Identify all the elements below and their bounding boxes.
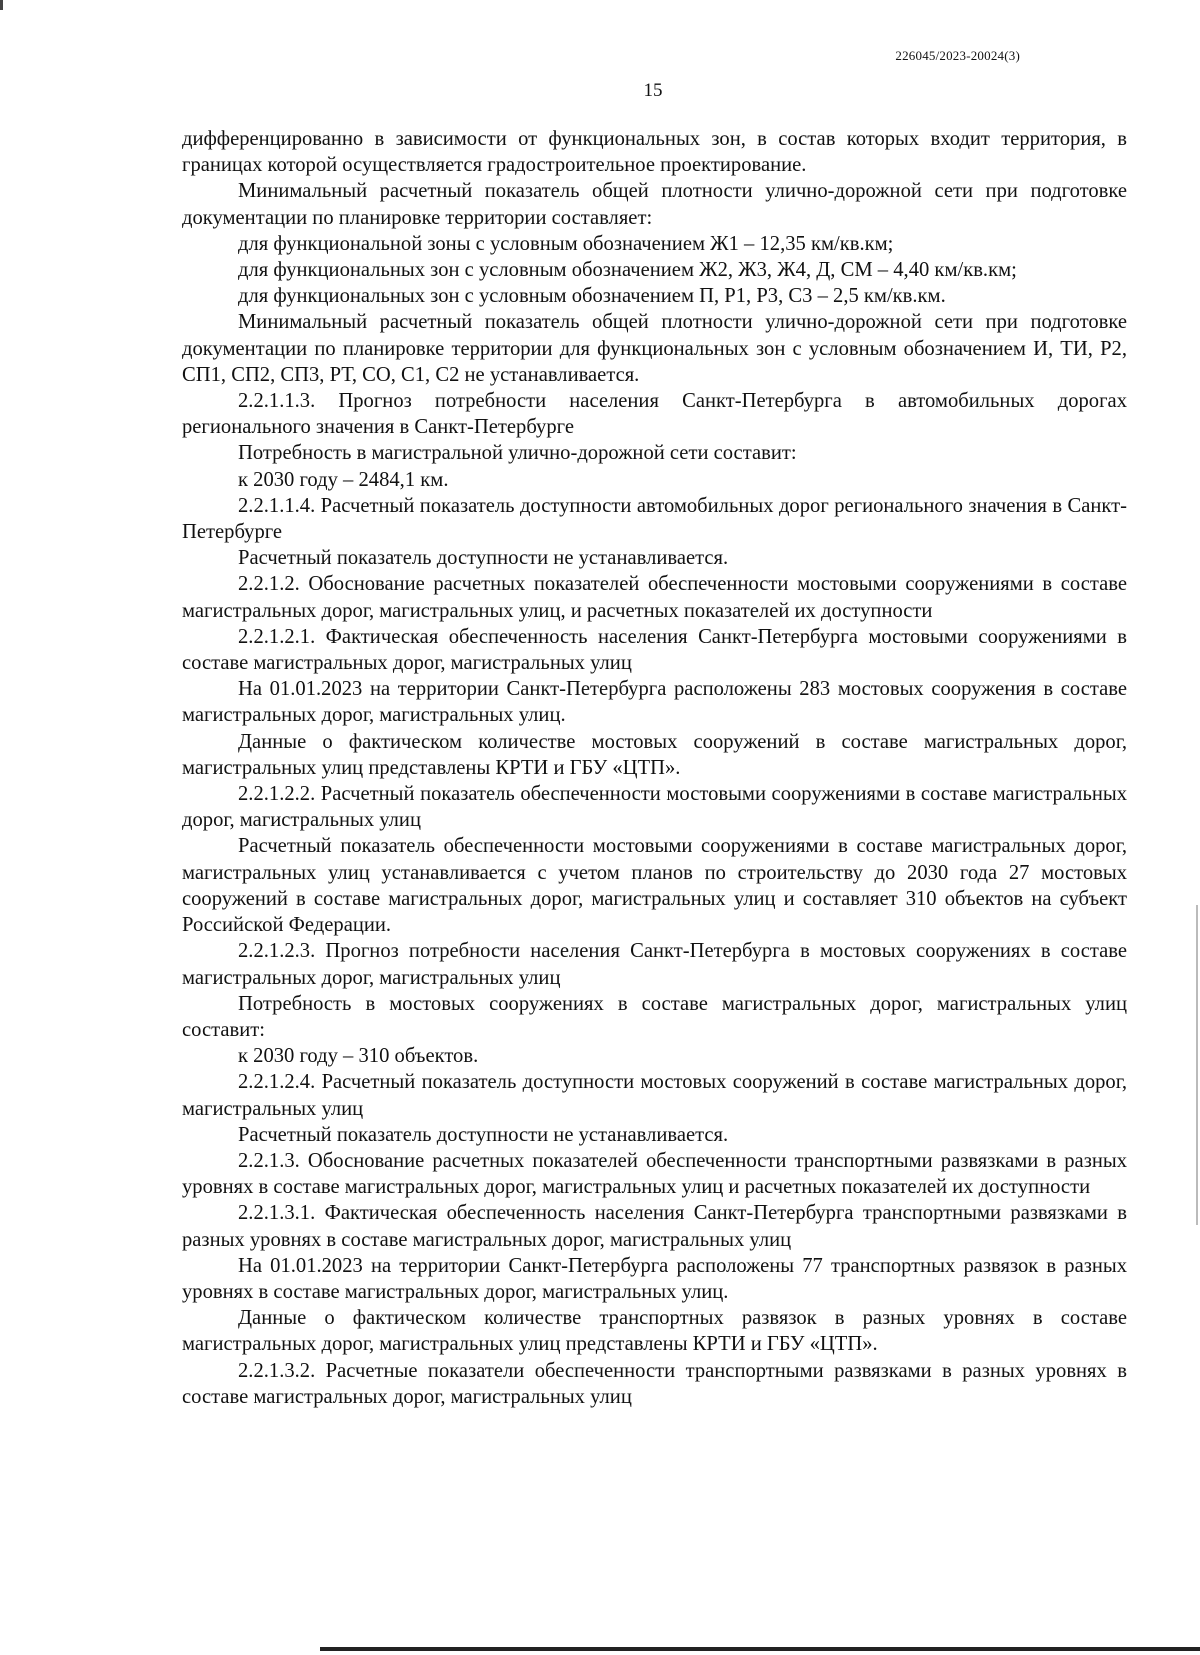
paragraph: На 01.01.2023 на территории Санкт-Петербурга расположены 77 транспортных развязок в разных уровнях в составе магистральных дорог, магистральных улиц. [182,1254,1127,1303]
paragraph: Данные о фактическом количестве мостовых сооружений в составе магистральных дорог, магистральных улиц представлены КРТИ и ГБУ «ЦТП». [182,730,1127,779]
list-item: к 2030 году – 2484,1 км. [238,468,449,491]
scan-edge-mark [0,0,3,10]
section-heading: 2.2.1.2.1. Фактическая обеспеченность населения Санкт-Петербурга мостовыми сооружениями в составе магистральных дорог, магистральных улиц [182,625,1127,675]
paragraph: Потребность в магистральной улично-дорожной сети составит: [238,442,797,465]
section-heading: 2.2.1.1.4. Расчетный показатель доступности автомобильных дорог регионального значения в Санкт-Петербурге [182,494,1127,544]
list-item: для функциональной зоны с условным обозначением Ж1 – 12,35 км/кв.км; [238,232,894,255]
section-heading: 2.2.1.1.3. Прогноз потребности населения Санкт-Петербурга в автомобильных дорогах регионального значения в Санкт-Петербурге [182,390,1127,439]
list-item: к 2030 году – 310 объектов. [238,1045,479,1068]
paragraph: дифференцированно в зависимости от функциональных зон, в состав которых входит территория, в границах которой осуществляется градостроительное проектирование. [182,128,1127,177]
scan-edge-mark [1196,905,1198,1225]
section-heading: 2.2.1.2. Обоснование расчетных показателей обеспеченности мостовыми сооружениями в составе магистральных дорог, магистральных улиц, и расчетных показателей их доступности [182,573,1127,622]
section-heading: 2.2.1.2.3. Прогноз потребности населения Санкт-Петербурга в мостовых сооружениях в составе магистральных дорог, магистральных улиц [182,940,1127,989]
paragraph: Расчетный показатель доступности не устанавливается. [238,1123,729,1146]
page-number: 15 [643,80,663,101]
paragraph: Данные о фактическом количестве транспортных развязок в разных уровнях в составе магистральных дорог, магистральных улиц представлены КРТИ и ГБУ «ЦТП». [182,1307,1127,1356]
document-body [182,126,1127,1410]
paragraph: На 01.01.2023 на территории Санкт-Петербурга расположены 283 мостовых сооружения в составе магистральных дорог, магистральных улиц. [182,678,1127,727]
section-heading: 2.2.1.2.2. Расчетный показатель обеспеченности мостовыми сооружениями в составе магистральных дорог, магистральных улиц [182,783,1127,832]
paragraph: Потребность в мостовых сооружениях в составе магистральных дорог, магистральных улиц составит: [182,992,1127,1041]
section-heading: 2.2.1.2.4. Расчетный показатель доступности мостовых сооружений в составе магистральных дорог, магистральных улиц [182,1071,1127,1120]
list-item: для функциональных зон с условным обозначением П, Р1, Р3, С3 – 2,5 км/кв.км. [238,285,946,308]
paragraph: Минимальный расчетный показатель общей плотности улично-дорожной сети при подготовке документации по планировке территории составляет: [182,180,1127,229]
paragraph: Минимальный расчетный показатель общей плотности улично-дорожной сети при подготовке документации по планировке территории для функциональных зон с условным обозначением И, ТИ, Р2, СП1, СП2, СП3, РТ, СО, С1, С2 не устанавливается. [182,311,1127,386]
paragraph: Расчетный показатель обеспеченности мостовыми сооружениями в составе магистральных дорог, магистральных улиц устанавливается с учетом планов по строительству до 2030 года 27 мостовых сооружений в составе магистральных дорог, магистральных улиц и составляет 310 объектов на субъект Российской Федерации. [182,835,1127,937]
list-item: для функциональных зон с условным обозначением Ж2, Ж3, Ж4, Д, СМ – 4,40 км/кв.км; [238,259,1017,282]
section-heading: 2.2.1.3.2. Расчетные показатели обеспеченности транспортными развязками в разных уровнях в составе магистральных дорог, магистральных улиц [182,1359,1127,1408]
section-heading: 2.2.1.3. Обоснование расчетных показателей обеспеченности транспортными развязками в разных уровнях в составе магистральных дорог, магистральных улиц и расчетных показателей их доступности [182,1149,1127,1199]
section-heading: 2.2.1.3.1. Фактическая обеспеченность населения Санкт-Петербурга транспортными развязками в разных уровнях в составе магистральных дорог, магистральных улиц [182,1202,1127,1251]
paragraph: Расчетный показатель доступности не устанавливается. [238,547,729,570]
scan-bottom-edge [320,1647,1200,1651]
document-number: 226045/2023-20024(3) [895,48,1020,63]
